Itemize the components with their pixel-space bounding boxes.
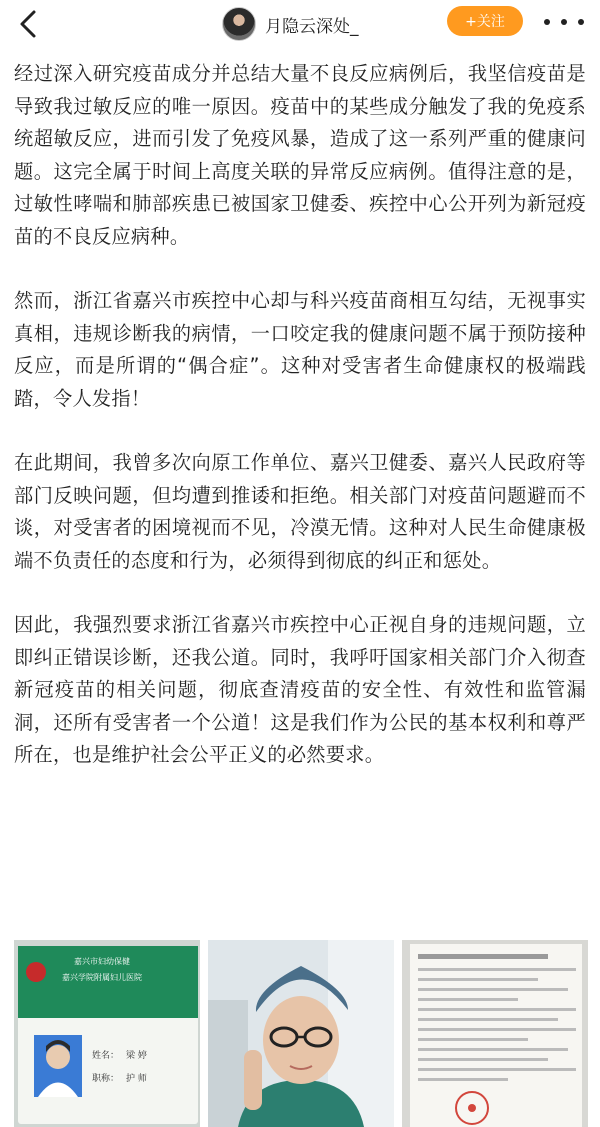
card-title-label: 职称： [92,1074,120,1084]
article-paragraph: 经过深入研究疫苗成分并总结大量不良反应病例后，我坚信疫苗是导致我过敏反应的唯一原因。疫苗中的某些成分触发了我的免疫系统超敏反应，进而引发了免疫风暴，造成了这一系列严重的健康问题。这完全属于时间上高度关联的异常反应病例。值得注意的是，过敏性哮喘和肺部疾患已被国家卫健委、疾控中心公开列为新冠疫苗的不良反应病种。 [14,62,586,248]
avatar[interactable] [222,7,256,41]
card-org-line2: 嘉兴学院附属妇儿医院 [62,973,142,982]
image-gallery [14,940,588,1127]
follow-button[interactable]: +关注 [447,6,523,36]
back-button[interactable] [12,6,48,42]
article-paragraph: 在此期间，我曾多次向原工作单位、嘉兴卫健委、嘉兴人民政府等部门反映问题，但均遭到推诿和拒绝。相关部门对疫苗问题避而不谈，对受害者的困境视而不见，冷漠无情。这种对人民生命健康极端不负责任的态度和行为，必须得到彻底的纠正和惩处。 [14,451,586,572]
top-nav-bar [0,0,600,48]
card-org-line1: 嘉兴市妇幼保健 [74,957,130,966]
article-paragraph: 然而，浙江省嘉兴市疾控中心却与科兴疫苗商相互勾结，无视事实真相，违规诊断我的病情，一口咬定我的健康问题不属于预防接种反应，而是所谓的“偶合症”。这种对受害者生命健康权的极端践踏，令人发指！ [14,289,586,410]
card-name-label: 姓名： [92,1051,120,1061]
work-id-card-image[interactable] [14,940,200,1127]
medical-document-image[interactable] [402,940,588,1127]
selfie-photo[interactable] [208,940,394,1127]
chevron-left-icon [12,6,48,42]
hospital-logo-icon [26,962,46,982]
article-body [14,58,586,804]
card-title-value: 护 师 [126,1074,147,1084]
article-paragraph: 因此，我强烈要求浙江省嘉兴市疾控中心正视自身的违规问题，立即纠正错误诊断，还我公道。同时，我呼吁国家相关部门介入彻查新冠疫苗的相关问题，彻底查清疫苗的安全性、有效性和监管漏洞，还所有受害者一个公道！这是我们作为公民的基本权利和尊严所在，也是维护社会公平正义的必然要求。 [14,613,586,766]
more-dots-icon[interactable] [544,8,584,36]
card-name-value: 梁 婷 [126,1051,147,1061]
author-name[interactable]: 月隐云深处_ [265,16,359,37]
author-info[interactable] [222,4,359,44]
